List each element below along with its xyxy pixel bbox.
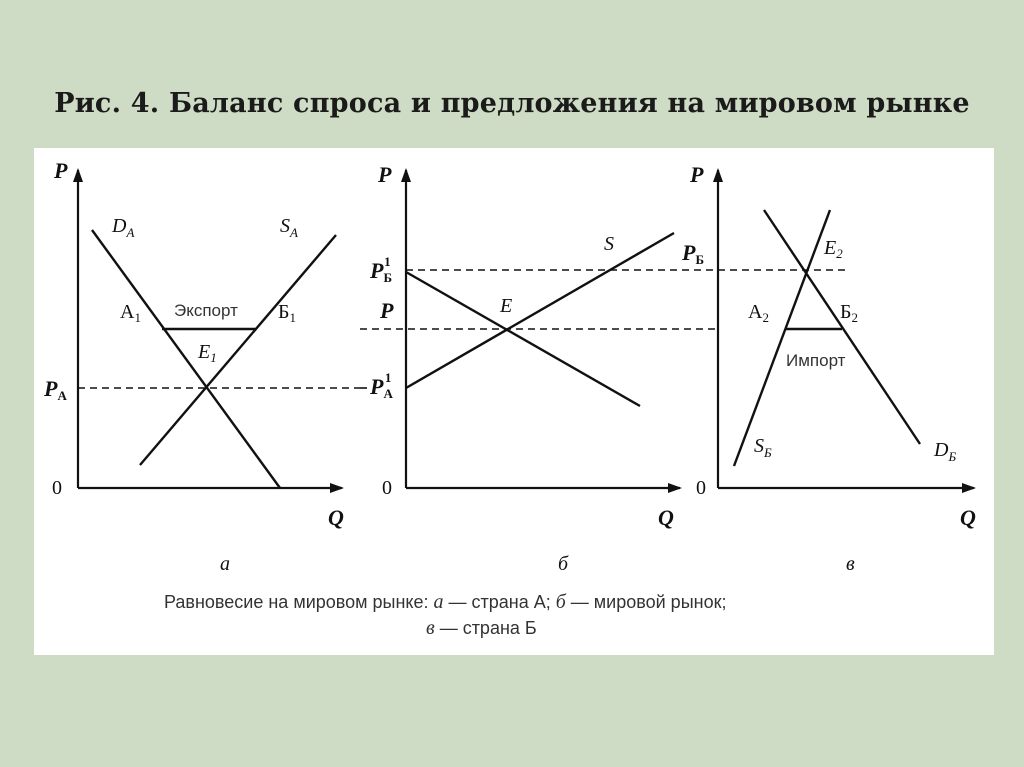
panel-c-import-label: Импорт bbox=[786, 351, 846, 370]
panel-b-supply-curve bbox=[406, 233, 674, 388]
panel-a-p-axis-label: P bbox=[54, 158, 68, 183]
panel-c-point-e2: $E_2$ bbox=[824, 237, 843, 261]
panel-b-q-axis-label: Q bbox=[658, 505, 674, 530]
diagram-svg bbox=[34, 148, 994, 655]
panel-a-export-label: Экспорт bbox=[174, 301, 238, 320]
panel-a-q-axis-label: Q bbox=[328, 505, 344, 530]
panel-a-supply-label: $S_А$ bbox=[280, 215, 298, 240]
panel-a-point-e1: $E_1$ bbox=[198, 341, 217, 365]
panel-c-q-axis-label: Q bbox=[960, 505, 976, 530]
panel-c-point-b2: $Б_2$ bbox=[840, 301, 858, 325]
panel-c-p-axis-label: P bbox=[690, 162, 704, 187]
panel-a-demand-curve bbox=[92, 230, 280, 488]
panel-c-price-label: PБ bbox=[682, 240, 705, 267]
diagram-figure bbox=[34, 148, 994, 655]
panel-b-world-price-label: P bbox=[380, 298, 394, 323]
panel-a bbox=[43, 158, 360, 575]
panel-a-origin: 0 bbox=[52, 477, 62, 499]
panel-c-origin: 0 bbox=[696, 477, 706, 499]
panel-b-p-axis-label: P bbox=[378, 162, 392, 187]
panel-a-demand-label: $D_А$ bbox=[112, 215, 135, 240]
panel-c-point-a2: $А_2$ bbox=[748, 301, 769, 325]
panel-c-letter: в bbox=[846, 553, 855, 575]
panel-a-price-label: PА bbox=[44, 376, 67, 403]
panel-b bbox=[360, 162, 718, 575]
panel-c-supply-curve bbox=[734, 210, 830, 466]
panel-a-point-a1: $А_1$ bbox=[120, 301, 141, 325]
panel-b-origin: 0 bbox=[382, 477, 392, 499]
panel-a-point-b1: $Б_1$ bbox=[278, 301, 296, 325]
panel-b-price-a1-label: PА1 bbox=[370, 370, 393, 401]
panel-a-letter: а bbox=[220, 553, 230, 575]
panel-b-letter: б bbox=[558, 553, 569, 575]
panel-c-supply-label: $S_Б$ bbox=[754, 435, 772, 460]
slide-title: Рис. 4. Баланс спроса и предложения на мировом рынке bbox=[54, 88, 970, 119]
panel-c-demand-label: $D_Б$ bbox=[934, 439, 957, 464]
panel-b-demand-curve bbox=[406, 272, 640, 406]
figure-caption-line-1: Равновесие на мировом рынке: а — страна А; б — мировой рынок; bbox=[164, 591, 727, 613]
panel-b-price-b1-label: PБ1 bbox=[370, 254, 393, 285]
panel-b-supply-label: S bbox=[604, 233, 614, 255]
figure-caption-line-2: в — страна Б bbox=[426, 617, 537, 639]
panel-c bbox=[681, 162, 976, 575]
panel-b-point-e: E bbox=[500, 295, 513, 317]
